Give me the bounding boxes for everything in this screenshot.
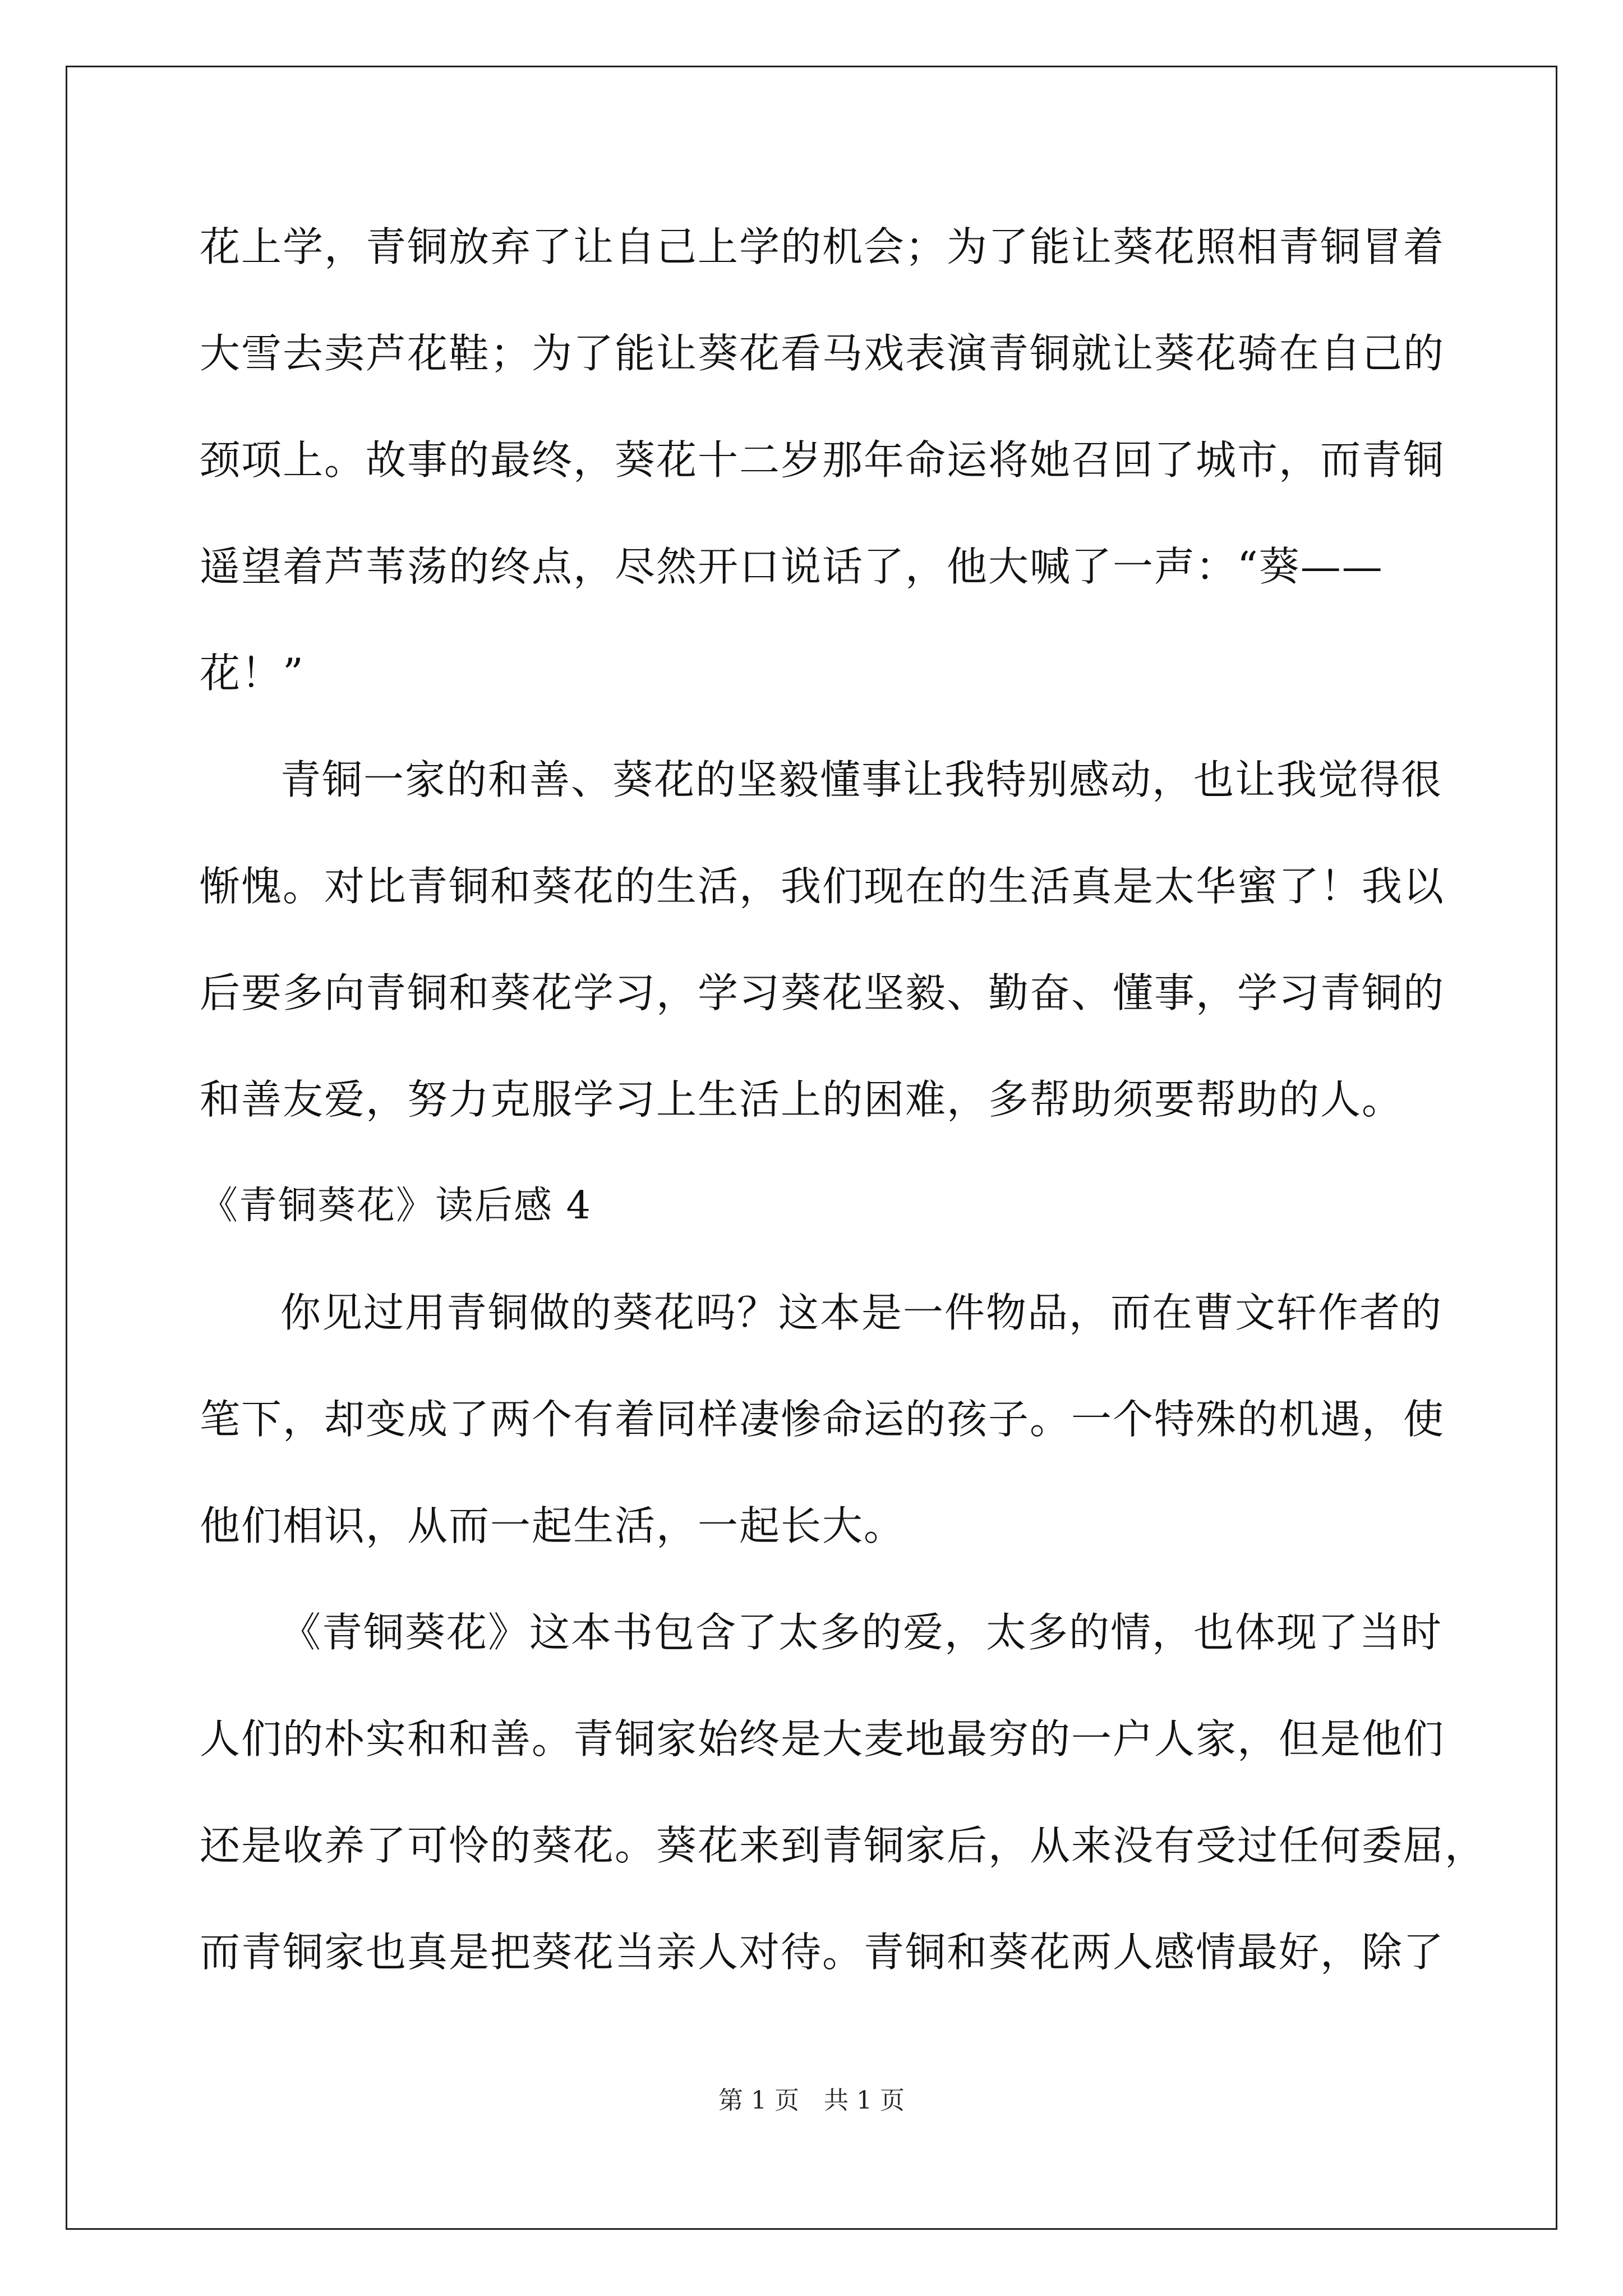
page-border [66, 66, 1557, 2230]
text-line: 后要多向青铜和葵花学习，学习葵花坚毅、勤奋、懂事，学习青铜的 [200, 969, 1445, 1016]
paragraph-start-line: 青铜一家的和善、葵花的坚毅懂事让我特别感动，也让我觉得很 [280, 756, 1443, 803]
text-line: 笔下，却变成了两个有着同样凄惨命运的孩子。一个特殊的机遇，使 [200, 1396, 1445, 1443]
paragraph-start-line: 你见过用青铜做的葵花吗？这本是一件物品，而在曹文轩作者的 [280, 1289, 1443, 1336]
text-line: 花！” [200, 650, 305, 697]
paragraph-start-line: 《青铜葵花》这本书包含了太多的爱，太多的情，也体现了当时 [280, 1609, 1443, 1656]
text-line: 人们的朴实和和善。青铜家始终是大麦地最穷的一户人家，但是他们 [200, 1715, 1445, 1763]
text-line: 而青铜家也真是把葵花当亲人对待。青铜和葵花两人感情最好，除了 [200, 1929, 1445, 1976]
text-line: 颈项上。故事的最终，葵花十二岁那年命运将她召回了城市，而青铜 [200, 436, 1445, 484]
text-line: 花上学，青铜放弃了让自己上学的机会；为了能让葵花照相青铜冒着 [200, 223, 1445, 270]
text-line: 大雪去卖芦花鞋；为了能让葵花看马戏表演青铜就让葵花骑在自己的 [200, 330, 1445, 377]
page-footer: 第 1 页 共 1 页 [718, 2086, 905, 2115]
text-line: 惭愧。对比青铜和葵花的生活，我们现在的生活真是太华蜜了！我以 [200, 863, 1445, 910]
section-heading: 《青铜葵花》读后感 4 [200, 1184, 592, 1228]
text-line: 还是收养了可怜的葵花。葵花来到青铜家后，从来没有受过任何委屈， [200, 1822, 1487, 1869]
text-line: 和善友爱，努力克服学习上生活上的困难，多帮助须要帮助的人。 [200, 1076, 1404, 1123]
text-line: 遥望着芦苇荡的终点，尽然开口说话了，他大喊了一声：“葵—— [200, 543, 1384, 590]
text-line: 他们相识，从而一起生活，一起长大。 [200, 1502, 906, 1549]
